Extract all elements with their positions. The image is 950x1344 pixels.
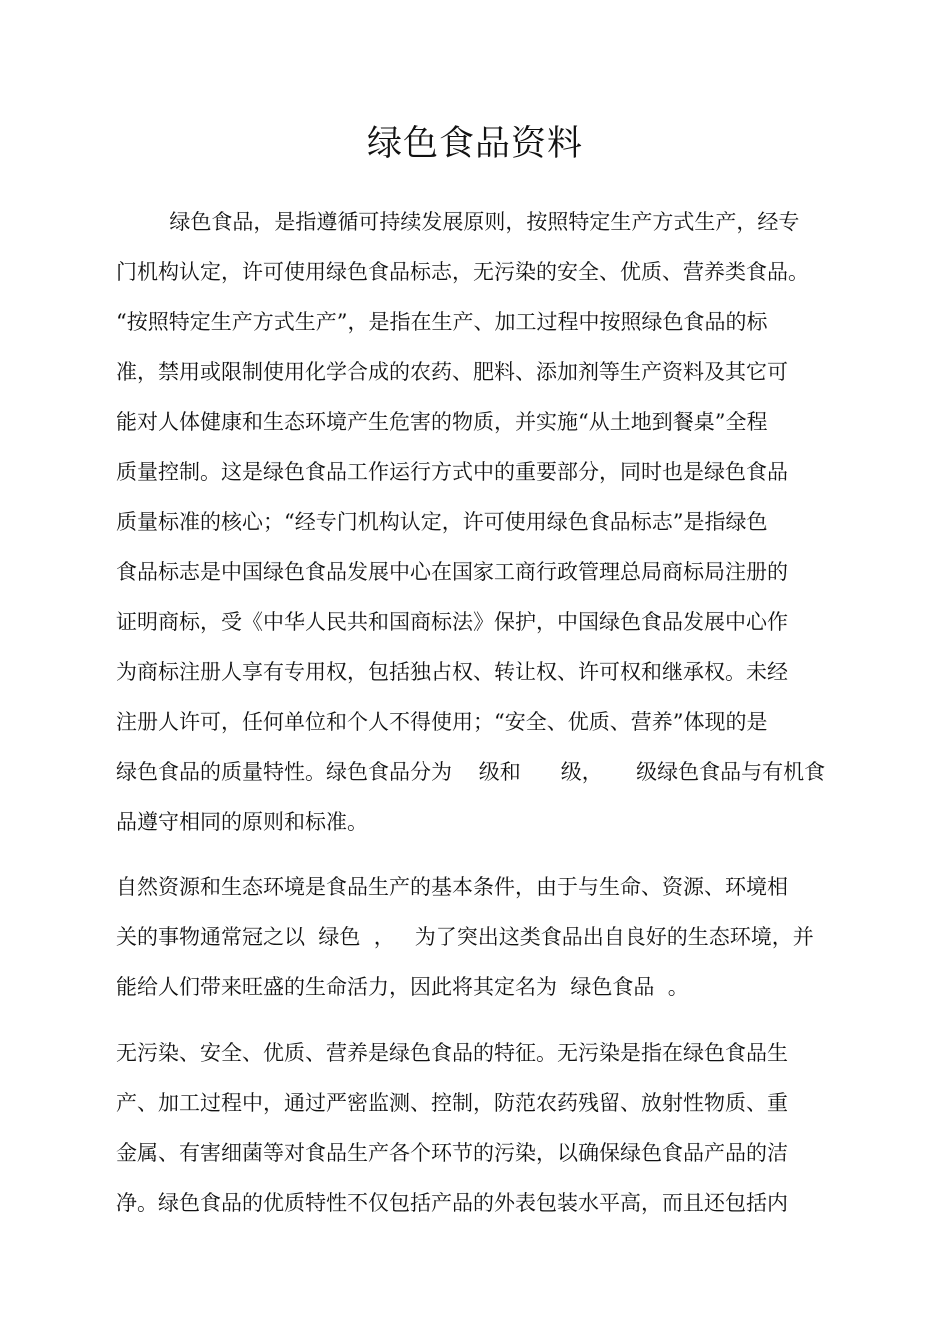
paragraph-line: 绿色食品，是指遵循可持续发展原则，按照特定生产方式生产，经专 [116,210,800,234]
paragraph-line: 质量标准的核心；“经专门机构认定，许可使用绿色食品标志”是指绿色 [116,510,768,534]
paragraph-line: 食品标志是中国绿色食品发展中心在国家工商行政管理总局商标局注册的 [116,560,788,584]
paragraph-line: 关的事物通常冠之以 绿色 ， 为了突出这类食品出自良好的生态环境，并 [116,925,814,949]
document-title: 绿色食品资料 [366,124,583,164]
paragraph-line: 自然资源和生态环境是食品生产的基本条件，由于与生命、资源、环境相 [116,875,788,899]
paragraph-line: 质量控制。这是绿色食品工作运行方式中的重要部分，同时也是绿色食品 [116,460,788,484]
paragraph-line: 金属、有害细菌等对食品生产各个环节的污染，以确保绿色食品产品的洁 [116,1141,788,1165]
paragraph-line: 注册人许可，任何单位和个人不得使用；“安全、优质、营养”体现的是 [116,710,768,734]
paragraph-line: 准，禁用或限制使用化学合成的农药、肥料、添加剂等生产资料及其它可 [116,360,788,384]
paragraph-line: 证明商标，受《中华人民共和国商标法》保护，中国绿色食品发展中心作 [116,610,788,634]
paragraph-line: 能给人们带来旺盛的生命活力，因此将其定名为 绿色食品 。 [116,975,689,999]
paragraph-line: 能对人体健康和生态环境产生危害的物质，并实施“从土地到餐桌”全程 [116,410,768,434]
paragraph-line: 绿色食品的质量特性。绿色食品分为 级和 级， 级绿色食品与有机食 [116,760,826,784]
paragraph-line: 为商标注册人享有专用权，包括独占权、转让权、许可权和继承权。未经 [116,660,788,684]
paragraph-line: “按照特定生产方式生产”，是指在生产、加工过程中按照绿色食品的标 [116,310,768,334]
paragraph-line: 品遵守相同的原则和标准。 [116,810,368,834]
paragraph-line: 产、加工过程中，通过严密监测、控制，防范农药残留、放射性物质、重 [116,1091,788,1115]
paragraph-line: 门机构认定，许可使用绿色食品标志，无污染的安全、优质、营养类食品。 [116,260,809,284]
paragraph-line: 无污染、安全、优质、营养是绿色食品的特征。无污染是指在绿色食品生 [116,1041,788,1065]
paragraph-line: 净。绿色食品的优质特性不仅包括产品的外表包装水平高，而且还包括内 [116,1191,788,1215]
